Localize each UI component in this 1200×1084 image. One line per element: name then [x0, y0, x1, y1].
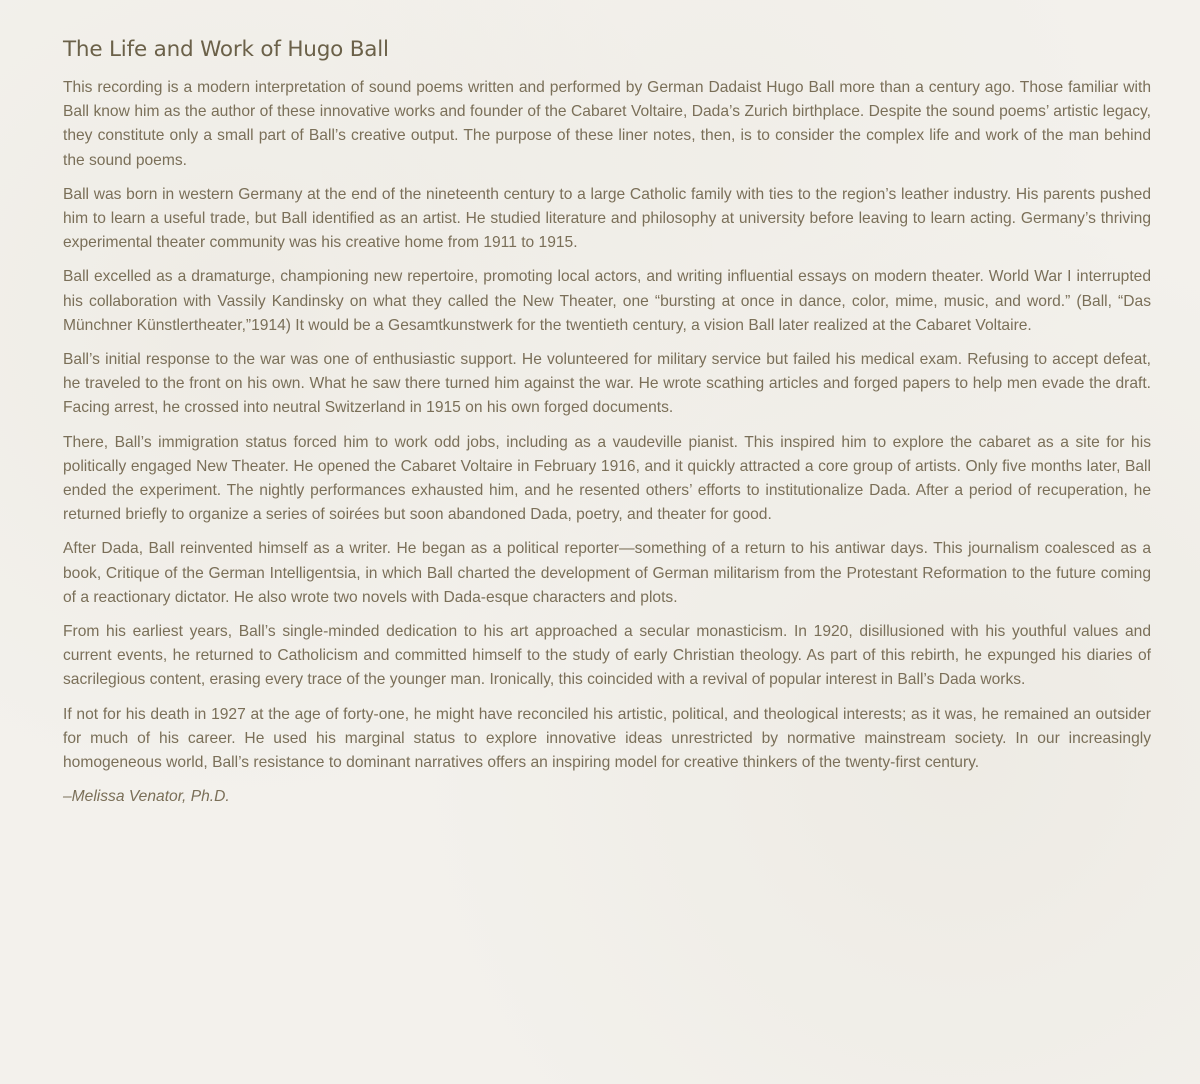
paragraph-early-life: Ball was born in western Germany at the end of the nineteenth century to a large Catholic family with ties to the region’s leather industry. His parents pushed him to learn a useful trade, but Ball identified as an artist. He studied literature and philosophy at university before leaving to learn acting. Germany’s thriving experimental theater community was his creative home from 1911 to 1915. [63, 185, 1151, 252]
paragraph-cabaret: There, Ball’s immigration status forced him to work odd jobs, including as a vaudeville pianist. This inspired him to explore the cabaret as a site for his politically engaged New Theater. He opened the Cabaret Voltaire in February 1916, and it quickly attracted a core group of artists. Only five months later, Ball ended the experiment. The nightly performances exhausted him, and he resented others’ efforts to institutionalize Dada. After a period of recuperation, he returned briefly to organize a series of soirées but soon abandoned Dada, poetry, and theater for good. [63, 433, 1151, 524]
paragraph-intro: This recording is a modern interpretation of sound poems written and performed by German Dadaist Hugo Ball more than a century ago. Those familiar with Ball know him as the author of these innovative works and founder of the Cabaret Voltaire, Dada’s Zurich birthplace. Despite the sound poems’ artistic legacy, they constitute only a small part of Ball’s creative output. The purpose of these liner notes, then, is to consider the complex life and work of the man behind the sound poems. [63, 79, 1151, 169]
paragraph-after-dada: After Dada, Ball reinvented himself as a writer. He began as a political reporter—something of a return to his antiwar days. This journalism coalesced as a book, Critique of the German Intelligentsia, in which Ball charted the development of German militarism from the Protestant Reformation to the future coming of a reactionary dictator. He also wrote two novels with Dada-esque characters and plots. [63, 540, 1151, 606]
liner-notes-page [63, 36, 1151, 1056]
paragraph-war: Ball’s initial response to the war was one of enthusiastic support. He volunteered for military service but failed his medical exam. Refusing to accept defeat, he traveled to the front on his own. What he saw there turned him against the war. He wrote scathing articles and forged papers to help men evade the draft. Facing arrest, he crossed into neutral Switzerland in 1915 on his own forged documents. [63, 351, 1151, 417]
paragraph-dramaturge: Ball excelled as a dramaturge, championing new repertoire, promoting local actors, and writing influential essays on modern theater. World War I interrupted his collaboration with Vassily Kandinsky on what they called the New Theater, one “bursting at once in dance, color, mime, music, and word.” (Ball, “Das Münchner Künstlertheater,”1914) It would be a Gesamtkunstwerk for the twentieth century, a vision Ball later realized at the Cabaret Voltaire. [63, 268, 1151, 334]
author-signature: –Melissa Venator, Ph.D. [63, 788, 230, 806]
paragraph-legacy: If not for his death in 1927 at the age of forty-one, he might have reconciled his artistic, political, and theological interests; as it was, he remained an outsider for much of his career. He used his marginal status to explore innovative ideas unrestricted by normative mainstream society. In our increasingly homogeneous world, Ball’s resistance to dominant narratives offers an inspiring model for creative thinkers of the twenty-first century. [63, 705, 1151, 772]
paragraph-monasticism: From his earliest years, Ball’s single-minded dedication to his art approached a secular monasticism. In 1920, disillusioned with his youthful values and current events, he returned to Catholicism and committed himself to the study of early Christian theology. As part of this rebirth, he expunged his diaries of sacrilegious content, erasing every trace of the younger man. Ironically, this coincided with a revival of popular interest in Ball’s Dada works. [63, 623, 1151, 689]
document-title: The Life and Work of Hugo Ball [63, 37, 389, 62]
